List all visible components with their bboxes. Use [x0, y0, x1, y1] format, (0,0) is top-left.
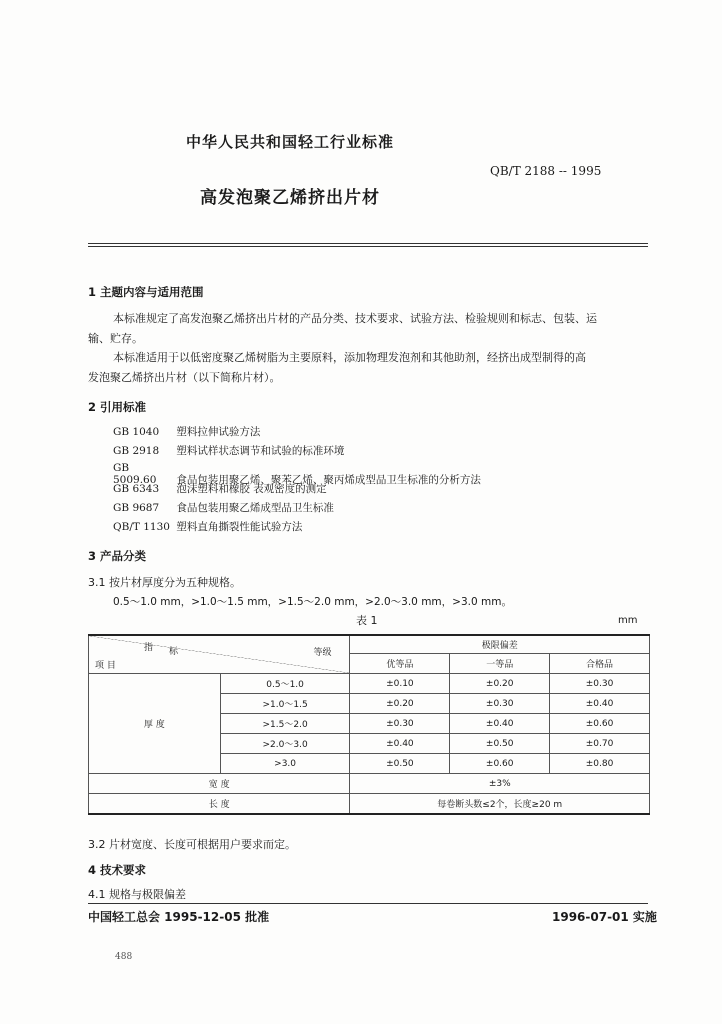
value-cell: ±0.40	[450, 714, 550, 734]
table-row	[89, 674, 650, 694]
effective-date: 1996-07-01 实施	[552, 910, 657, 924]
header-item-label: 项 目	[95, 661, 116, 671]
header-rule-top	[88, 243, 648, 244]
ref-item	[113, 424, 260, 439]
clause-3-2: 3.2 片材宽度、长度可根据用户要求而定。	[88, 838, 296, 851]
section-1-para-1-line-2: 输、贮存。	[88, 332, 143, 345]
ref-title: 塑料试样状态调节和试验的标准环境	[176, 445, 345, 457]
thickness-range: >2.0～3.0	[220, 734, 350, 754]
header-limit-deviation: 极限偏差	[350, 635, 650, 654]
length-label: 长 度	[89, 794, 350, 815]
page-number: 488	[115, 952, 133, 962]
ref-item	[113, 443, 344, 458]
section-3-heading: 3 产品分类	[88, 549, 147, 563]
ref-code: GB 6343	[113, 483, 160, 495]
header-index-char: 指	[144, 643, 154, 653]
value-cell: ±0.50	[350, 754, 450, 774]
standard-code: QB/T 2188 -- 1995	[490, 164, 602, 178]
header-rule-bottom	[88, 246, 648, 247]
value-cell: ±0.20	[350, 694, 450, 714]
ref-code: GB 9687	[113, 502, 160, 514]
approval-date: 中国轻工总会 1995-12-05 批准	[88, 910, 270, 924]
ref-item	[113, 481, 327, 496]
grade-first: 一等品	[450, 654, 550, 674]
section-1-para-1-line-1: 本标准规定了高发泡聚乙烯挤出片材的产品分类、技术要求、试验方法、检验规则和标志、包装、运	[113, 312, 597, 325]
tolerance-table	[88, 634, 650, 815]
value-cell: ±0.80	[550, 754, 650, 774]
thickness-label: 厚 度	[89, 674, 221, 774]
width-label: 宽 度	[89, 774, 350, 794]
ref-title: 食品包装用聚乙烯、聚苯乙烯、聚丙烯成型品卫生标准的分析方法	[176, 474, 481, 486]
ref-item	[113, 500, 334, 515]
ref-code: GB 2918	[113, 445, 160, 457]
table-row-length	[89, 794, 650, 815]
document-title: 高发泡聚乙烯挤出片材	[200, 188, 380, 208]
value-cell: ±0.30	[550, 674, 650, 694]
footer-rule	[88, 903, 648, 904]
thickness-range: >3.0	[220, 754, 350, 774]
ref-code: GB 1040	[113, 426, 160, 438]
ref-title: 泡沫塑料和橡胶 表观密度的测定	[176, 483, 327, 495]
clause-4-1: 4.1 规格与极限偏差	[88, 888, 186, 901]
ref-title: 塑料直角撕裂性能试验方法	[176, 521, 303, 533]
ref-title: 食品包装用聚乙烯成型品卫生标准	[176, 502, 334, 514]
value-cell: ±0.60	[550, 714, 650, 734]
section-2-heading: 2 引用标准	[88, 400, 147, 414]
ref-code: QB/T 1130	[113, 521, 170, 533]
value-cell: ±0.30	[350, 714, 450, 734]
clause-3-1: 3.1 按片材厚度分为五种规格。	[88, 576, 241, 589]
ref-item	[113, 519, 302, 534]
table-corner-header	[89, 635, 350, 674]
grade-qualified: 合格品	[550, 654, 650, 674]
section-1-para-2-line-2: 发泡聚乙烯挤出片材（以下简称片材）。	[88, 371, 281, 384]
value-cell: ±0.60	[450, 754, 550, 774]
value-cell: ±0.70	[550, 734, 650, 754]
length-value: 每卷断头数≤2个，长度≥20 m	[350, 794, 650, 815]
header-index-char-2: 标	[169, 647, 179, 657]
table-caption: 表 1	[356, 614, 378, 627]
value-cell: ±0.20	[450, 674, 550, 694]
table-unit: mm	[618, 615, 638, 626]
width-value: ±3%	[350, 774, 650, 794]
value-cell: ±0.50	[450, 734, 550, 754]
grade-superior: 优等品	[350, 654, 450, 674]
thickness-range: 0.5～1.0	[220, 674, 350, 694]
value-cell: ±0.30	[450, 694, 550, 714]
thickness-range: >1.0～1.5	[220, 694, 350, 714]
table-row-width	[89, 774, 650, 794]
value-cell: ±0.40	[550, 694, 650, 714]
issuing-organization: 中华人民共和国轻工行业标准	[186, 133, 395, 151]
value-cell: ±0.10	[350, 674, 450, 694]
section-1-para-2-line-1: 本标准适用于以低密度聚乙烯树脂为主要原料，添加物理发泡剂和其他助剂，经挤出成型制得的高	[113, 351, 586, 364]
ref-code: GB 5009.60	[113, 462, 157, 486]
section-4-heading: 4 技术要求	[88, 863, 147, 877]
header-grade-label: 等级	[313, 648, 332, 658]
ref-title: 塑料拉伸试验方法	[176, 426, 261, 438]
value-cell: ±0.40	[350, 734, 450, 754]
clause-3-1-specs: 0.5～1.0 mm，>1.0～1.5 mm，>1.5～2.0 mm，>2.0～3.0 mm，>3.0 mm。	[113, 596, 512, 608]
thickness-range: >1.5～2.0	[220, 714, 350, 734]
section-1-heading: 1 主题内容与适用范围	[88, 285, 204, 299]
